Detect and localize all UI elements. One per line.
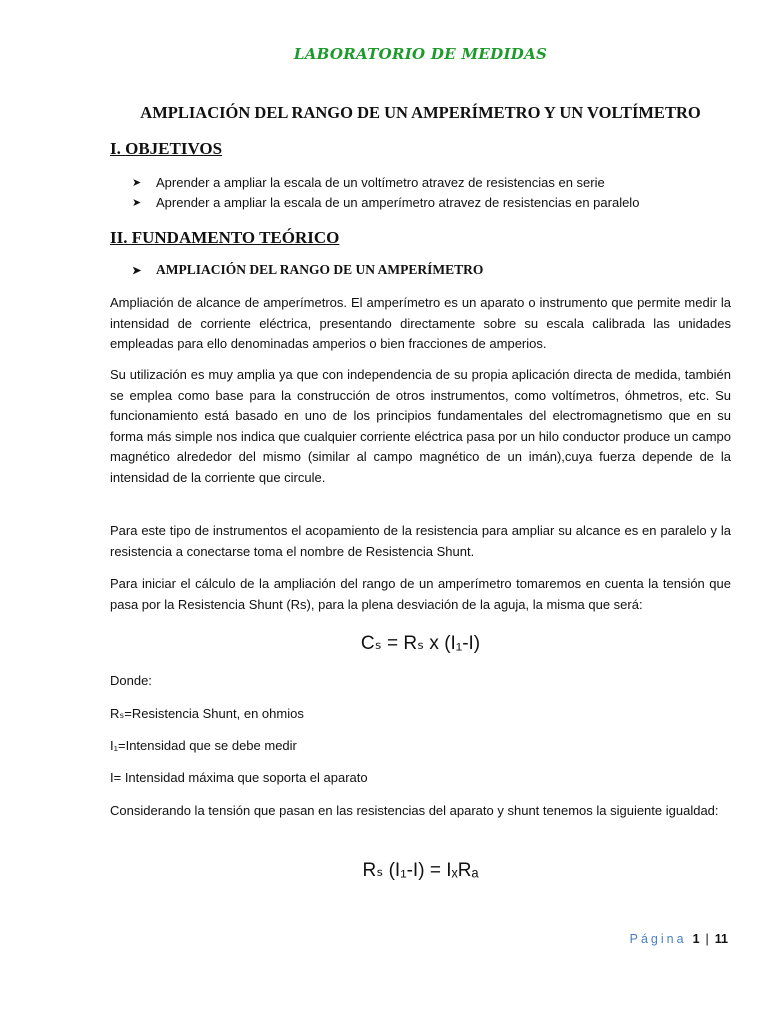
page-word: Página [629,932,687,946]
page-number: 1 [692,932,700,946]
page-total: 11 [714,932,728,946]
page-header: LABORATORIO DE MEDIDAS [293,45,548,63]
subsection-heading-text: AMPLIACIÓN DEL RANGO DE UN AMPERÍMETRO [156,262,484,277]
document-title: AMPLIACIÓN DEL RANGO DE UN AMPERÍMETRO Y UN VOLTÍMETRO [140,103,701,122]
paragraph-3: Para este tipo de instrumentos el acopamiento de la resistencia para ampliar su alcance es en paralelo y la resistencia a conectarse toma el nombre de Resistencia Shunt. [110,523,731,559]
section-heading-fundamento: II. FUNDAMENTO TEÓRICO [110,228,340,247]
formula-equality: Rₛ (I₁-I) = IₓRₐ [362,860,479,881]
donde-label: Donde: [110,673,152,688]
paragraph-1: Ampliación de alcance de amperímetros. El amperímetro es un aparato o instrumento que permite medir la intensidad de corriente eléctrica, presentando directamente sobre su escala calibrada las unidades empleadas para ello denominadas amperios o bien fracciones de amperios. [110,295,731,351]
list-item [132,193,732,213]
page-footer [630,932,728,946]
list-item [132,173,732,193]
formula-cs: Cₛ = Rₛ x (I₁-I) [360,633,481,654]
list-item-text: Aprender a ampliar la escala de un voltímetro atravez de resistencias en serie [156,175,605,190]
paragraph-5: Considerando la tensión que pasan en las resistencias del aparato y shunt tenemos la siguiente igualdad: [110,803,719,818]
objectives-list [132,173,732,213]
definition-rs: Rₛ=Resistencia Shunt, en ohmios [110,706,304,721]
subsection-heading [132,262,483,278]
definition-i1: I₁=Intensidad que se debe medir [110,738,297,753]
definition-i: I= Intensidad máxima que soporta el aparato [110,770,368,785]
arrow-bullet-icon: ➤ [132,264,142,277]
arrow-bullet-icon: ➤ [132,177,142,189]
paragraph-2: Su utilización es muy amplia ya que con independencia de su propia aplicación directa de medida, también se emplea como base para la construcción de otros instrumentos, como voltímetros, óhmetros, etc. Su funcionamiento está basado en uno de los principios fundamentales del electromagnetismo que en su forma más simple nos indica que cualquier corriente eléctrica pasa por un hilo conductor produce un campo magnético alrededor del mismo (similar al campo magnético de un imán),cuya fuerza depende de la intensidad de la corriente que circule. [110,367,731,485]
arrow-bullet-icon: ➤ [132,197,142,209]
list-item-text: Aprender a ampliar la escala de un amperímetro atravez de resistencias en paralelo [156,195,640,210]
page-separator: | [705,932,709,946]
paragraph-4: Para iniciar el cálculo de la ampliación del rango de un amperímetro tomaremos en cuenta la tensión que pasa por la Resistencia Shunt (Rs), para la plena desviación de la aguja, la misma que será: [110,576,731,612]
section-heading-objetivos: I. OBJETIVOS [110,139,223,158]
